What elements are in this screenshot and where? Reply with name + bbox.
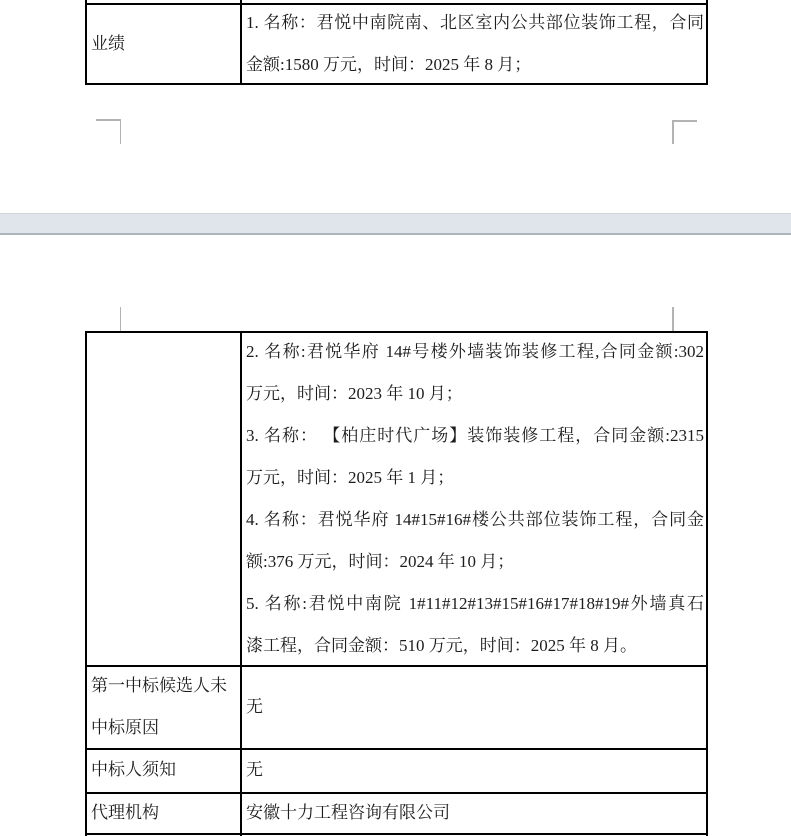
margin-corner-mark-bottom-left-v [120,119,122,144]
first-candidate-reason-label-line-1: 第一中标候选人未 [91,676,227,695]
agency-value: 安徽十力工程咨询有限公司 [246,803,450,822]
margin-corner-mark-top-right-v [672,307,674,331]
winner-notice-label-cell[interactable] [85,748,238,792]
margin-corner-mark-bottom-right-h [672,120,697,122]
agency-value-cell[interactable] [246,792,704,833]
achievement-line-item3b: 万元，时间：2025 年 1 月； [246,468,455,487]
achievement-line-item2b: 万元，时间：2023 年 10 月； [246,384,463,403]
achievement-line-item4a: 4. 名称：君悦华府 14#15#16#楼公共部位装饰工程，合同金 [246,510,704,529]
table1-border-bottom [85,83,708,85]
table1-border-right [706,0,708,85]
first-candidate-reason-label-cell[interactable] [85,665,238,748]
agency-label: 代理机构 [91,803,159,822]
achievement-line-item5b: 漆工程，合同金额：510 万元，时间：2025 年 8 月。 [246,636,637,655]
winner-notice-value-cell[interactable] [246,748,704,792]
table2-border-bottom [85,833,708,835]
table2-border-right [706,331,708,836]
table1-column-divider [240,0,242,85]
achievement-line-item2a: 2. 名称:君悦华府 14#号楼外墙装饰装修工程,合同金额:302 [246,342,704,361]
achievement-label-cell[interactable] [85,5,238,83]
achievement-line-item4b: 额:376 万元，时间：2024 年 10 月； [246,552,515,571]
table2-column-divider [240,331,242,836]
agency-label-cell[interactable] [85,792,238,833]
achievement-continuation-cell[interactable] [246,331,704,665]
achievement-line-item3a: 3. 名称： 【柏庄时代广场】装饰装修工程，合同金额:2315 [246,426,704,445]
achievement-line-item5a: 5. 名称:君悦中南院 1#11#12#13#15#16#17#18#19#外墙真石 [246,594,704,613]
margin-corner-mark-top-left-v [120,307,122,331]
achievement-line-2: 金额:1580 万元，时间：2025 年 8 月； [246,55,532,74]
winner-notice-label: 中标人须知 [91,760,176,779]
achievement-label: 业绩 [91,34,125,53]
winner-notice-value: 无 [246,760,263,779]
first-candidate-reason-value-cell[interactable] [246,665,704,748]
first-candidate-reason-label-line-2: 中标原因 [91,717,159,737]
margin-corner-mark-bottom-left-h [96,119,121,121]
first-candidate-reason-value: 无 [246,696,263,716]
achievement-content-cell[interactable] [246,2,704,83]
page-gap-band [0,213,791,235]
achievement-line-1: 1. 名称：君悦中南院南、北区室内公共部位装饰工程，合同 [246,13,704,32]
margin-corner-mark-bottom-right-v [672,120,674,144]
